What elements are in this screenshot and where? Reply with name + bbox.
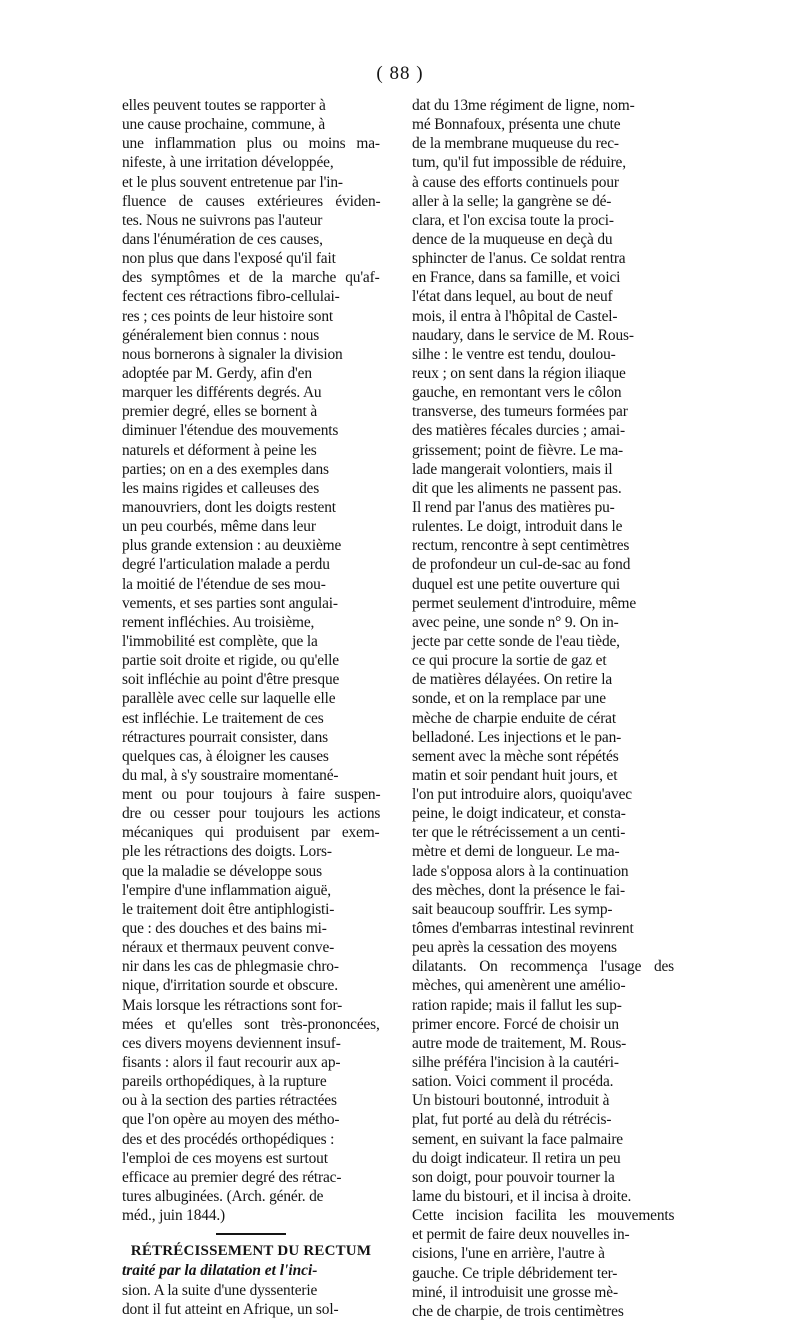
text-line: ce qui procure la sortie de gaz et — [412, 652, 607, 670]
text-line: ple les rétractions des doigts. Lors- — [122, 843, 332, 861]
text-line: ration rapide; mais il fallut les sup- — [412, 996, 622, 1014]
text-line: vements, et ses parties sont angulai- — [122, 594, 338, 612]
text-line: nous bornerons à signaler la division — [122, 345, 343, 363]
text-line: transverse, des tumeurs formées par — [412, 403, 628, 421]
text-line: sonde, et on la remplace par une — [412, 690, 606, 708]
text-line: primer encore. Forcé de choisir un — [412, 1015, 619, 1033]
text-line: mètre et demi de longueur. Le ma- — [412, 843, 620, 861]
text-line: les mains rigides et calleuses des — [122, 479, 320, 497]
text-line: des et des procédés orthopédiques : — [122, 1130, 335, 1148]
text-line: duquel est une petite ouverture qui — [412, 575, 621, 593]
text-line: peu après la cessation des moyens — [412, 939, 617, 957]
text-line: efficace au premier degré des rétrac- — [122, 1168, 342, 1186]
text-line: du mal, à s'y soustraire momentané- — [122, 766, 339, 784]
text-line: nir dans les cas de phlegmasie chro- — [122, 958, 339, 976]
text-line: soit infléchie au point d'être presque — [122, 671, 340, 689]
text-line: lade s'opposa alors à la continuation — [412, 862, 629, 880]
section-heading: RÉTRÉCISSEMENT DU RECTUM — [130, 1243, 372, 1260]
text-line: tômes d'embarras intestinal revinrent — [412, 920, 634, 938]
text-line: une cause prochaine, commune, à — [122, 116, 326, 134]
text-line: matin et soir pendant huit jours, et — [412, 766, 618, 784]
text-line: mèche de charpie enduite de cérat — [412, 709, 616, 727]
text-line: dans l'énumération de ces causes, — [122, 230, 323, 248]
text-line: dre ou cesser pour toujours les actions — [122, 805, 381, 823]
text-line: à cause des efforts continuels pour — [412, 173, 619, 191]
text-line: est infléchie. Le traitement de ces — [122, 709, 324, 727]
left-column — [122, 96, 380, 1319]
text-line: mois, il entra à l'hôpital de Castel- — [412, 307, 618, 325]
text-line: de la membrane muqueuse du rec- — [412, 135, 619, 153]
text-line: grissement; point de fièvre. Le ma- — [412, 441, 624, 459]
text-line: tures albuginées. (Arch. génér. de — [122, 1188, 324, 1206]
section-subheading: traité par la dilatation et l'inci- — [122, 1262, 318, 1280]
text-line: ter que le rétrécissement a un centi- — [412, 824, 626, 842]
text-line: rulentes. Le doigt, introduit dans le — [412, 518, 623, 536]
text-line: lade mangerait volontiers, mais il — [412, 460, 613, 478]
text-line: mées et qu'elles sont très-prononcées, — [122, 1015, 380, 1033]
text-line: marquer les différents degrés. Au — [122, 384, 322, 402]
text-line: néraux et thermaux peuvent conve- — [122, 939, 335, 957]
text-line: en France, dans sa famille, et voici — [412, 269, 621, 287]
text-line: sement, en suivant la face palmaire — [412, 1130, 623, 1148]
text-line: dat du 13me régiment de ligne, nom- — [412, 97, 635, 114]
text-line: le traitement doit être antiphlogisti- — [122, 900, 335, 918]
text-line: plus grande extension : au deuxième — [122, 537, 342, 555]
text-line: lame du bistouri, et il incisa à droite. — [412, 1188, 632, 1206]
text-line: méd., juin 1844.) — [122, 1207, 226, 1225]
text-line: l'état dans lequel, au bout de neuf — [412, 288, 613, 306]
text-line: et le plus souvent entretenue par l'in- — [122, 173, 343, 191]
text-line: des symptômes et de la marche qu'af- — [122, 269, 380, 287]
text-line: clara, et l'on excisa toute la proci- — [412, 211, 614, 229]
text-line: plat, fut porté au delà du rétrécis- — [412, 1111, 612, 1129]
text-line: premier degré, elles se bornent à — [122, 403, 318, 421]
text-line: généralement bien connus : nous — [122, 326, 320, 344]
text-line: diminuer l'étendue des mouvements — [122, 422, 339, 440]
text-line: parallèle avec celle sur laquelle elle — [122, 690, 336, 708]
right-column-text — [412, 96, 674, 1321]
text-line: rement infléchies. Au troisième, — [122, 613, 315, 631]
text-line: mé Bonnafoux, présenta une chute — [412, 116, 621, 134]
text-line: fectent ces rétractions fibro-cellulai- — [122, 288, 340, 306]
text-line: adoptée par M. Gerdy, afin d'en — [122, 364, 312, 382]
text-line: res ; ces points de leur histoire sont — [122, 307, 334, 325]
text-line: dence de la muqueuse en deçà du — [412, 230, 613, 248]
text-line: son doigt, pour pouvoir tourner la — [412, 1168, 615, 1186]
text-line: rectum, rencontre à sept centimètres — [412, 537, 630, 555]
text-line: que : des douches et des bains mi- — [122, 920, 327, 938]
text-line: des mèches, dont la présence le fai- — [412, 881, 625, 899]
text-line: sphincter de l'anus. Ce soldat rentra — [412, 250, 626, 268]
text-line: l'on put introduire alors, quoiqu'avec — [412, 786, 632, 804]
text-line: tes. Nous ne suivrons pas l'auteur — [122, 211, 323, 229]
text-line: sation. Voici comment il procéda. — [412, 1073, 614, 1091]
text-line: nique, d'irritation sourde et obscure. — [122, 977, 338, 995]
text-line: fluence de causes extérieures éviden- — [122, 192, 381, 210]
text-line: l'immobilité est complète, que la — [122, 632, 318, 650]
text-line: ment ou pour toujours à faire suspen- — [122, 786, 381, 804]
text-line: ces divers moyens deviennent insuf- — [122, 1034, 341, 1052]
section-divider — [216, 1233, 286, 1235]
text-line: la moitié de l'étendue de ses mou- — [122, 575, 326, 593]
text-line: de profondeur un cul-de-sac au fond — [412, 556, 631, 574]
text-line: mécaniques qui produisent par exem- — [122, 824, 380, 842]
text-line: belladoné. Les injections et le pan- — [412, 728, 622, 746]
text-line: nifeste, à une irritation développée, — [122, 154, 334, 172]
text-line: sement avec la mèche sont répétés — [412, 747, 619, 765]
text-line: que la maladie se développe sous — [122, 862, 322, 880]
text-line: sion. A la suite d'une dyssenterie — [122, 1281, 318, 1299]
text-line: pareils orthopédiques, à la rupture — [122, 1073, 327, 1091]
text-line: avec peine, une sonde n° 9. On in- — [412, 613, 619, 631]
text-line: silhe préféra l'incision à la cautéri- — [412, 1054, 619, 1072]
text-line: Mais lorsque les rétractions sont for- — [122, 996, 343, 1014]
text-line: cisions, l'une en arrière, l'autre à — [412, 1245, 605, 1263]
left-column-continuation — [122, 1281, 380, 1319]
text-line: l'empire d'une inflammation aiguë, — [122, 881, 332, 899]
text-line: l'emploi de ces moyens est surtout — [122, 1149, 328, 1167]
text-line: miné, il introduisit une grosse mè- — [412, 1283, 618, 1301]
text-line: partie soit droite et rigide, ou qu'elle — [122, 652, 339, 670]
text-line: gauche, en remontant vers le côlon — [412, 384, 622, 402]
text-line: autre mode de traitement, M. Rous- — [412, 1034, 627, 1052]
text-line: dilatants. On recommença l'usage des — [412, 958, 675, 976]
page-number: ( 88 ) — [376, 63, 424, 84]
text-line: et permit de faire deux nouvelles in- — [412, 1226, 630, 1244]
text-line: degré l'articulation malade a perdu — [122, 556, 330, 574]
text-line: dont il fut atteint en Afrique, un sol- — [122, 1300, 339, 1318]
text-line: Cette incision facilita les mouvements — [412, 1207, 675, 1225]
text-line: jecte par cette sonde de l'eau tiède, — [412, 632, 620, 650]
text-line: mèches, qui amenèrent une amélio- — [412, 977, 626, 995]
text-line: sait beaucoup souffrir. Les symp- — [412, 900, 613, 918]
text-line: fisants : alors il faut recourir aux ap- — [122, 1054, 341, 1072]
text-line: che de charpie, de trois centimètres — [412, 1302, 624, 1320]
text-line: parties; on en a des exemples dans — [122, 460, 329, 478]
text-line: elles peuvent toutes se rapporter à — [122, 97, 326, 114]
text-line: que l'on opère au moyen des métho- — [122, 1111, 340, 1129]
text-line: aller à la selle; la gangrène se dé- — [412, 192, 612, 210]
text-line: un peu courbés, même dans leur — [122, 518, 316, 536]
text-line: tum, qu'il fut impossible de réduire, — [412, 154, 626, 172]
text-line: des matières fécales durcies ; amai- — [412, 422, 625, 440]
text-line: Il rend par l'anus des matières pu- — [412, 498, 615, 516]
text-line: une inflammation plus ou moins ma- — [122, 135, 380, 153]
text-line: gauche. Ce triple débridement ter- — [412, 1264, 618, 1282]
text-line: naudary, dans le service de M. Rous- — [412, 326, 634, 344]
right-column — [412, 96, 674, 1321]
text-line: naturels et déforment à peine les — [122, 441, 317, 459]
text-line: ou à la section des parties rétractées — [122, 1092, 337, 1110]
text-line: du doigt indicateur. Il retira un peu — [412, 1149, 621, 1167]
text-line: permet seulement d'introduire, même — [412, 594, 637, 612]
text-line: de matières délayées. On retire la — [412, 671, 613, 689]
text-line: reux ; on sent dans la région iliaque — [412, 364, 626, 382]
text-line: Un bistouri boutonné, introduit à — [412, 1092, 610, 1110]
left-column-text — [122, 96, 380, 1225]
text-line: peine, le doigt indicateur, et consta- — [412, 805, 626, 823]
text-line: non plus que dans l'exposé qu'il fait — [122, 250, 336, 268]
text-line: manouvriers, dont les doigts restent — [122, 498, 336, 516]
text-line: quelques cas, à éloigner les causes — [122, 747, 329, 765]
text-line: silhe : le ventre est tendu, doulou- — [412, 345, 616, 363]
text-line: dit que les aliments ne passent pas. — [412, 479, 622, 497]
text-line: rétractures pourrait consister, dans — [122, 728, 328, 746]
